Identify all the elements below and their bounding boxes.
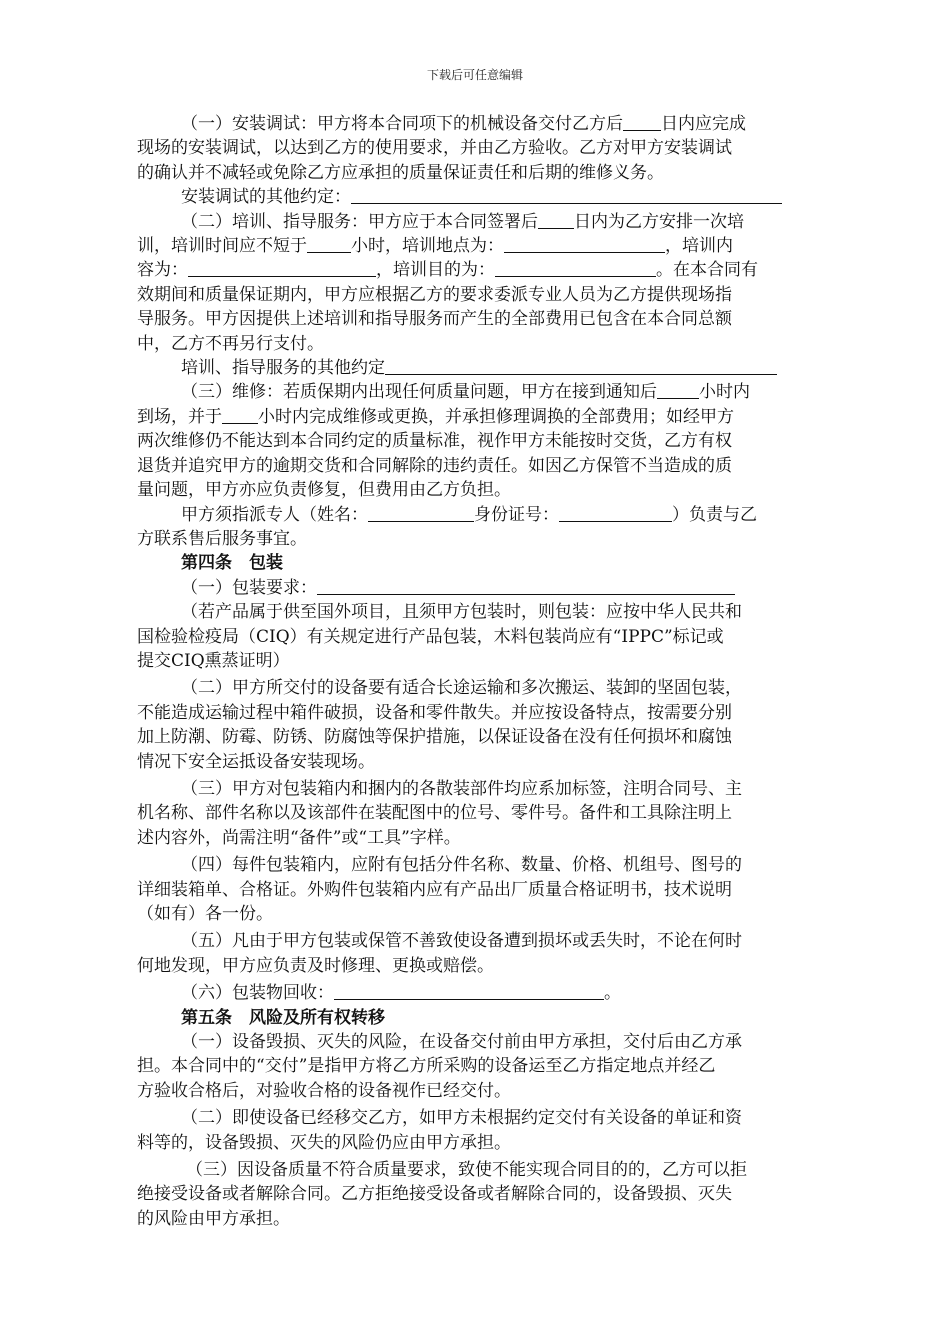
text-line: 效期间和质量保证期内，甲方应根据乙方的要求委派专业人员为乙方提供现场指 — [137, 284, 732, 305]
blank-training-purpose[interactable] — [495, 259, 656, 277]
text-line: 详细装箱单、合格证。外购件包装箱内应有产品出厂质量合格证明书，技术说明 — [137, 879, 732, 900]
text-line: 担。本合同中的“交付”是指甲方将乙方所采购的设备运至乙方指定地点并经乙 — [137, 1056, 716, 1077]
text-line: 容为： ，培训目的为： 。在本合同有 — [137, 260, 758, 281]
text-line: 机名称、部件名称以及该部件在装配图中的位号、零件号。备件和工具除注明上 — [137, 803, 732, 824]
packaging-req-line: （一）包装要求： — [137, 576, 817, 600]
blank-repair-hours[interactable] — [222, 406, 258, 424]
text-line: （如有）各一份。 — [137, 904, 273, 924]
blank-training-other[interactable] — [385, 357, 777, 375]
blank-training-location[interactable] — [504, 235, 665, 253]
text-line: （二）即使设备已经移交乙方，如甲方未根据约定交付有关设备的单证和资 — [181, 1108, 742, 1129]
blank-contact-id[interactable] — [559, 504, 672, 522]
text-line: （四）每件包装箱内，应附有包括分件名称、数量、价格、机组号、图号的 — [181, 855, 742, 876]
blank-contact-name[interactable] — [368, 504, 474, 522]
text-line: 情况下安全运抵设备安装现场。 — [137, 751, 375, 772]
blank-days[interactable] — [623, 113, 661, 131]
text-line: 提交CIQ熏蒸证明） — [137, 650, 290, 671]
article-5-heading: 第五条 风险及所有权转移 — [181, 1007, 385, 1028]
page-header: 下载后可任意编辑 — [426, 68, 523, 82]
text-line: （三）甲方对包装箱内和捆内的各散装部件均应系加标签，注明合同号、主 — [181, 778, 742, 799]
training-other-line: 培训、指导服务的其他约定 — [137, 356, 817, 380]
text-line: （二）甲方所交付的设备要有适合长途运输和多次搬运、装卸的坚固包装， — [181, 678, 742, 699]
text-line: 的确认并不减轻或免除乙方应承担的质量保证责任和后期的维修义务。 — [137, 162, 664, 183]
blank-packaging-recycle[interactable] — [334, 982, 604, 1000]
text-line: 现场的安装调试，以达到乙方的使用要求，并由乙方验收。乙方对甲方安装调试 — [137, 138, 732, 159]
text-line: 方联系售后服务事宜。 — [137, 528, 307, 549]
blank-training-days[interactable] — [538, 211, 574, 229]
blank-training-hours[interactable] — [307, 235, 351, 253]
contract-body — [137, 112, 817, 1231]
blank-install-other[interactable] — [351, 186, 782, 204]
text-line: 训，培训时间应不短于 小时，培训地点为： ，培训内 — [137, 236, 733, 257]
text-line: 退货并追究甲方的逾期交货和合同解除的违约责任。如因乙方保管不当造成的质 — [137, 455, 732, 476]
text-line: 到场，并于 小时内完成维修或更换，并承担修理调换的全部费用；如经甲方 — [137, 406, 734, 427]
text-line: （一）设备毁损、灭失的风险，在设备交付前由甲方承担，交付后由乙方承 — [181, 1032, 742, 1053]
text-line: 加上防潮、防霉、防锈、防腐蚀等保护措施，以保证设备在没有任何损坏和腐蚀 — [137, 727, 732, 748]
text-line: 中，乙方不再另行支付。 — [137, 333, 324, 354]
install-other-line: 安装调试的其他约定： — [137, 185, 817, 209]
blank-packaging-requirements[interactable] — [317, 577, 735, 595]
text-line: 何地发现，甲方应负责及时修理、更换或赔偿。 — [137, 955, 494, 976]
text-line: 料等的，设备毁损、灭失的风险仍应由甲方承担。 — [137, 1132, 511, 1153]
clause-repair-line: （三）维修：若质保期内出现任何质量问题，甲方在接到通知后 小时内 — [181, 382, 750, 403]
article-4-heading: 第四条 包装 — [181, 553, 283, 574]
blank-response-hours[interactable] — [657, 381, 699, 399]
text-line: （五）凡由于甲方包装或保管不善致使设备遭到损坏或丢失时，不论在何时 — [181, 931, 742, 952]
text-line: 述内容外，尚需注明“备件”或“工具”字样。 — [137, 827, 461, 848]
clause-training-line: （二）培训、指导服务：甲方应于本合同签署后 日内为乙方安排一次培 — [181, 211, 744, 232]
clause-install-line: （一）安装调试：甲方将本合同项下的机械设备交付乙方后 日内应完成 — [181, 114, 746, 134]
text-line: 国检验检疫局（CIQ）有关规定进行产品包装，木料包装尚应有“IPPC”标记或 — [137, 626, 724, 647]
text-line: 不能造成运输过程中箱件破损，设备和零件散失。并应按设备特点，按需要分别 — [137, 702, 732, 723]
text-line: 方验收合格后，对验收合格的设备视作已经交付。 — [137, 1080, 511, 1101]
blank-training-content[interactable] — [188, 259, 376, 277]
text-line: 绝接受设备或者解除合同。乙方拒绝接受设备或者解除合同的，设备毁损、灭失 — [137, 1184, 732, 1205]
packaging-recycle-line: （六）包装物回收： 。 — [181, 983, 621, 1004]
text-line: 两次维修仍不能达到本合同约定的质量标准，视作甲方未能按时交货，乙方有权 — [137, 431, 732, 452]
text-line: （三）因设备质量不符合质量要求，致使不能实现合同目的的，乙方可以拒 — [186, 1160, 747, 1181]
text-line: （若产品属于供至国外项目，且须甲方包装时，则包装：应按中华人民共和 — [181, 602, 742, 623]
text-line: 导服务。甲方因提供上述培训和指导服务而产生的全部费用已包含在本合同总额 — [137, 309, 732, 330]
text-line: 的风险由甲方承担。 — [137, 1208, 290, 1229]
contact-person-line: 甲方须指派专人（姓名： 身份证号： ）负责与乙 — [181, 504, 757, 525]
text-line: 量问题，甲方亦应负责修复，但费用由乙方负担。 — [137, 480, 511, 501]
